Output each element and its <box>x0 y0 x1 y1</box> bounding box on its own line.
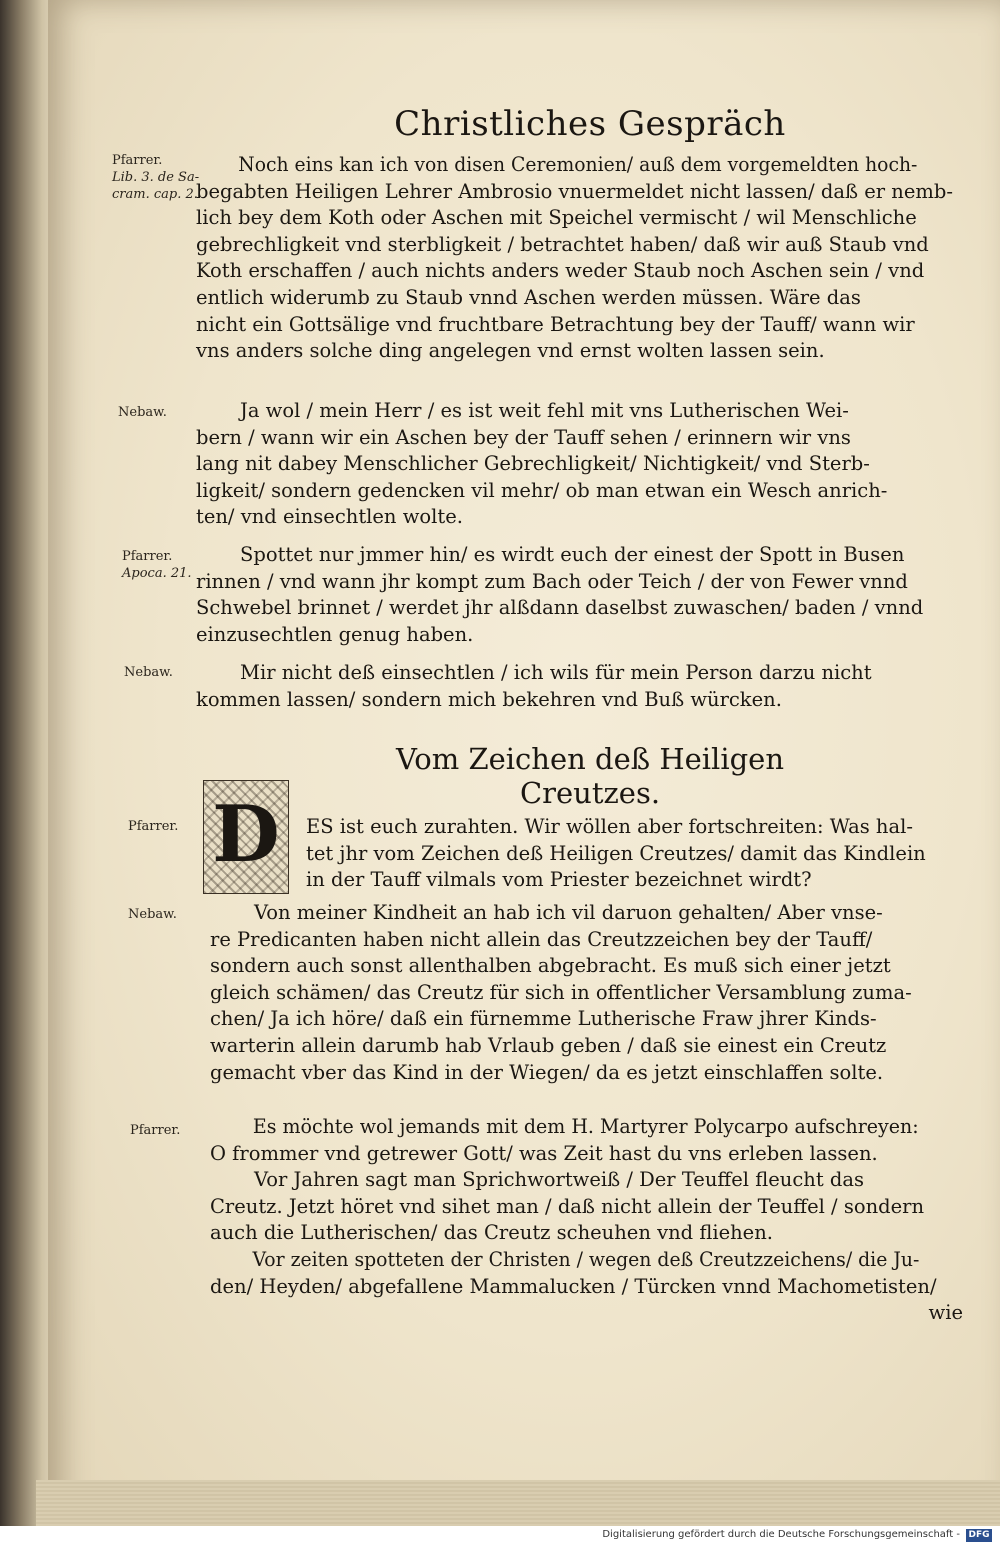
text-line: Koth erschaffen / auch nichts anders weder Staub noch Aschen sein / vnd <box>196 259 925 283</box>
page-header: Christliches Gespräch <box>394 104 786 144</box>
paragraph-4 <box>196 660 961 713</box>
text-line: Spottet nur jmmer hin/ es wirdt euch der einest der Spott in Busen <box>240 543 905 566</box>
text-line: tet jhr vom Zeichen deß Heiligen Creutzes/ damit das Kindlein <box>306 841 926 865</box>
margin-note-3 <box>122 548 192 582</box>
text-line: rinnen / vnd wann jhr kompt zum Bach oder Teich / der von Fewer vnnd <box>196 569 908 593</box>
paragraph-3 <box>196 542 961 648</box>
text-line: Von meiner Kindheit an hab ich vil daruon gehalten/ Aber vnse- <box>254 901 883 924</box>
margin-speaker: Nebaw. <box>124 665 173 680</box>
text-line: gleich schämen/ das Creutz für sich in offentlicher Versamblung zuma- <box>210 980 912 1004</box>
text-line: einzusechtlen genug haben. <box>196 622 474 646</box>
text-line: Noch eins kan ich von disen Ceremonien/ auß dem vorgemeldten hoch- <box>238 153 918 176</box>
margin-speaker: Pfarrer. <box>130 1123 181 1138</box>
margin-reference: Apoca. 21. <box>122 566 192 581</box>
page-stack-edge <box>36 1480 1000 1526</box>
text-line: nicht ein Gottsälige vnd fruchtbare Betrachtung bey der Tauff/ wann wir <box>196 312 915 336</box>
text-line: auch die Lutherischen/ das Creutz scheuhen vnd fliehen. <box>210 1221 773 1245</box>
text-line: lich bey dem Koth oder Aschen mit Speichel vermischt / wil Menschliche <box>196 206 917 230</box>
margin-note-7 <box>130 1122 180 1139</box>
text-line: begabten Heiligen Lehrer Ambrosio vnuermeldet nicht lassen/ daß er nemb- <box>196 179 953 203</box>
text-line: lang nit dabey Menschlicher Gebrechligkeit/ Nichtigkeit/ vnd Sterb- <box>196 452 870 476</box>
section-title: Vom Zeichen deß Heiligen Creutzes. <box>395 742 785 810</box>
margin-speaker: Nebaw. <box>118 405 167 420</box>
text-line: re Predicanten haben nicht allein das Creutzzeichen bey der Tauff/ <box>210 927 873 951</box>
text-line: Mir nicht deß einsechtlen / ich wils für mein Person darzu nicht <box>240 661 872 684</box>
text-line: Ja wol / mein Herr / es ist weit fehl mit vns Lutherischen Wei- <box>240 399 849 422</box>
paragraph-6 <box>210 900 963 1086</box>
text-line: kommen lassen/ sondern mich bekehren vnd Buß würcken. <box>196 687 782 711</box>
catchword: wie <box>928 1301 963 1325</box>
text-line: Vor Jahren sagt man Sprichwortweiß / Der Teuffel fleucht das <box>254 1168 864 1192</box>
text-line: gemacht vber das Kind in der Wiegen/ da es jetzt einschlaffen solte. <box>210 1060 884 1084</box>
text-line: ligkeit/ sondern gedencken vil mehr/ ob man etwan ein Wesch anrich- <box>196 478 888 502</box>
text-line: gebrechligkeit vnd sterbligkeit / betrachtet haben/ daß wir auß Staub vnd <box>196 232 929 256</box>
text-line: chen/ Ja ich höre/ daß ein fürnemme Lutherische Fraw jhrer Kinds- <box>210 1007 877 1031</box>
dfg-logo: DFG <box>966 1529 992 1542</box>
margin-note-5 <box>128 818 178 835</box>
text-line: Vor zeiten spotteten der Christen / wegen deß Creutzzeichens/ die Ju- <box>252 1247 920 1271</box>
paragraph-7 <box>210 1114 963 1327</box>
text-line: bern / wann wir ein Aschen bey der Tauff sehen / erinnern wir vns <box>196 425 851 449</box>
text-line: entlich widerumb zu Staub vnnd Aschen werden müssen. Wäre das <box>196 285 861 309</box>
margin-note-6 <box>128 906 177 923</box>
margin-speaker: Pfarrer. <box>128 819 179 834</box>
text-line: Creutz. Jetzt höret vnd sihet man / daß nicht allein der Teuffel / sondern <box>210 1194 925 1218</box>
margin-reference: Lib. 3. de Sa- cram. cap. 2. <box>112 170 200 202</box>
paragraph-1 <box>196 152 961 365</box>
text-line: ten/ vnd einsechtlen wolte. <box>196 505 463 529</box>
initial-letter: D <box>212 789 280 880</box>
paragraph-5 <box>306 814 961 894</box>
text-line: Schwebel brinnet / werdet jhr alßdann daselbst zuwaschen/ baden / vnnd <box>196 596 924 620</box>
text-line: ES ist euch zurahten. Wir wöllen aber fortschreiten: Was hal- <box>306 815 913 838</box>
text-line: warterin allein darumb hab Vrlaub geben / daß sie einest ein Creutz <box>210 1033 887 1057</box>
margin-speaker: Pfarrer. <box>112 153 163 168</box>
margin-note-4 <box>124 664 173 681</box>
text-line: den/ Heyden/ abgefallene Mammalucken / Türcken vnnd Machometisten/ <box>210 1274 937 1298</box>
text-line: in der Tauff vilmals vom Priester bezeichnet wirdt? <box>306 868 812 892</box>
margin-speaker: Pfarrer. <box>122 549 173 564</box>
paragraph-2 <box>196 398 961 531</box>
footer-credit: Digitalisierung gefördert durch die Deutsche Forschungsgemeinschaft - <box>602 1529 960 1540</box>
margin-speaker: Nebaw. <box>128 907 177 922</box>
margin-note-1 <box>112 152 202 203</box>
text-line: sondern auch sonst allenthalben abgebracht. Es muß sich einer jetzt <box>210 954 891 978</box>
text-line: O frommer vnd getrewer Gott/ was Zeit hast du vns erleben lassen. <box>210 1141 878 1165</box>
text-line: vns anders solche ding angelegen vnd ernst wolten lassen sein. <box>196 339 825 363</box>
text-line: Es möchte wol jemands mit dem H. Martyrer Polycarpo aufschreyen: <box>252 1115 919 1138</box>
margin-note-2 <box>118 404 167 421</box>
decorated-initial <box>203 780 289 894</box>
